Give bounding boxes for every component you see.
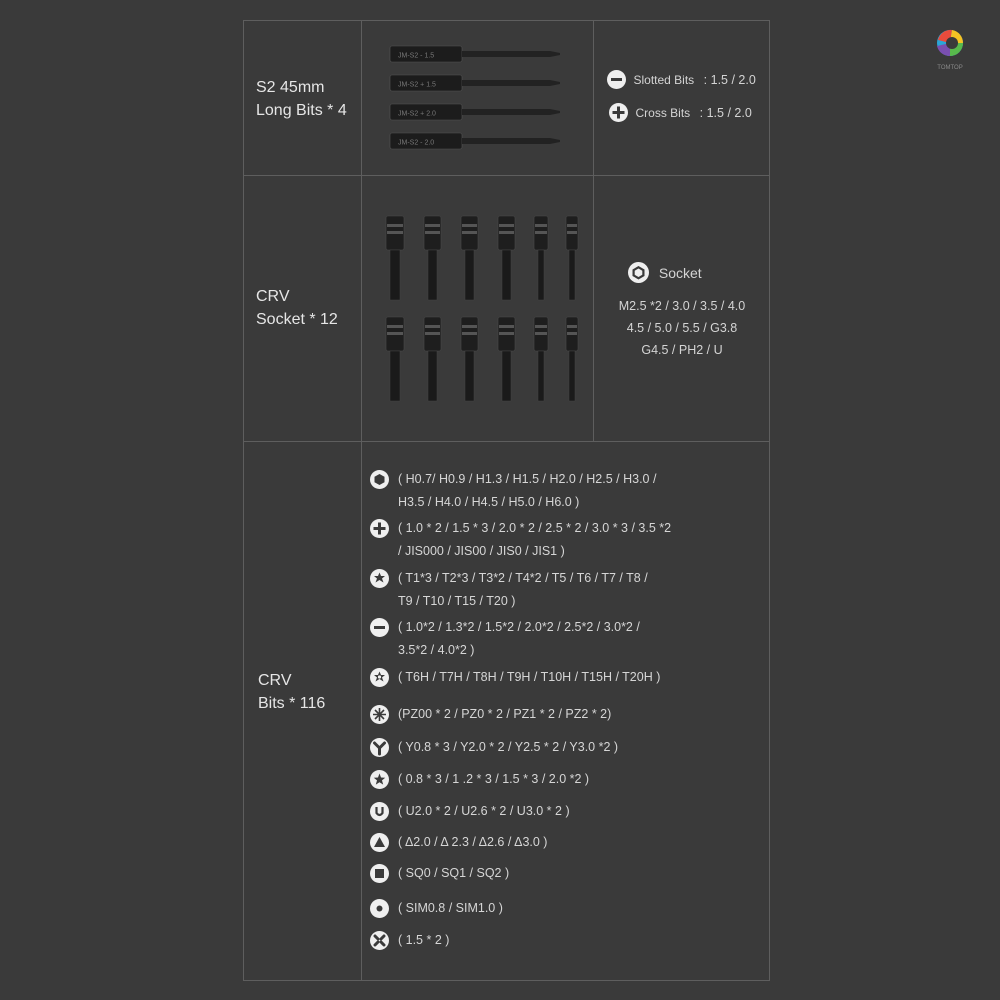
- slotted-bits-label: Slotted Bits: [633, 72, 695, 87]
- bit-sizes-line2: 3.5*2 / 4.0*2 ): [398, 643, 475, 657]
- bit-sizes-line2: T9 / T10 / T15 / T20 ): [398, 594, 516, 608]
- socket-sizes-line3: G4.5 / PH2 / U: [641, 343, 723, 357]
- cross-bits-sizes: : 1.5 / 2.0: [699, 105, 752, 120]
- bit-sizes-line2: / JIS000 / JIS00 / JIS0 / JIS1 ): [398, 544, 565, 558]
- socket-title-line2: Socket * 12: [256, 311, 338, 328]
- cross-bits-label: Cross Bits: [635, 105, 691, 120]
- slotted-icon: [370, 618, 389, 637]
- torx-security-icon: [370, 668, 389, 687]
- slotted-bits-spec: [607, 70, 756, 94]
- cross-icon: [609, 103, 628, 122]
- brand-logo: [930, 26, 970, 72]
- socket-spec-header: [628, 262, 702, 283]
- bit-type-sizes: [398, 897, 503, 920]
- tri-wing-icon: [370, 738, 389, 757]
- bits-title: [258, 669, 325, 715]
- column-divider: [361, 20, 362, 981]
- bit-type-sizes: [398, 862, 509, 885]
- bit-sizes-line1: ( U2.0 * 2 / U2.6 * 2 / U3.0 * 2 ): [398, 804, 570, 818]
- logo-text: TOMTOP: [937, 65, 963, 71]
- socket-sizes-line2: 4.5 / 5.0 / 5.5 / G3.8: [626, 321, 738, 335]
- divider-1: [243, 175, 770, 176]
- socket-sizes: [594, 295, 770, 361]
- socket-bit: [534, 317, 548, 401]
- bit-type-sizes: [398, 517, 671, 563]
- socket-bit: [386, 317, 404, 401]
- rainbow-swirl-logo: [930, 26, 970, 72]
- bit-type-sizes: [398, 736, 618, 759]
- long-bit: [390, 104, 560, 120]
- bit-type-sizes: [398, 800, 570, 823]
- bit-type-sizes: [398, 567, 648, 613]
- hex-icon: [370, 470, 389, 489]
- bit-sizes-line1: ( T6H / T7H / T8H / T9H / T10H / T15H / T20H ): [398, 670, 661, 684]
- long-bit: [390, 75, 560, 91]
- bit-type-sizes: [398, 468, 656, 514]
- socket-bit: [498, 317, 515, 401]
- bit-type-sizes: [398, 768, 589, 791]
- socket-bit: [534, 216, 548, 300]
- bit-type-sizes: [398, 703, 611, 726]
- long-bits-title: [256, 76, 347, 122]
- socket-bit: [424, 317, 441, 401]
- long-bit: [390, 133, 560, 149]
- long-bit: [390, 46, 560, 62]
- pozidriv-icon: [370, 705, 389, 724]
- sim-icon: [370, 899, 389, 918]
- cross-bits-spec: [609, 103, 752, 127]
- long-bits-title-line2: Long Bits * 4: [256, 102, 347, 119]
- wrench-pin-icon: [370, 931, 389, 950]
- bits-title-line1: CRV: [258, 672, 292, 689]
- slotted-icon: [607, 70, 626, 89]
- slotted-bits-sizes: : 1.5 / 2.0: [703, 72, 756, 87]
- square-icon: [370, 864, 389, 883]
- bit-type-sizes: [398, 616, 640, 662]
- bit-sizes-line2: H3.5 / H4.0 / H4.5 / H5.0 / H6.0 ): [398, 495, 580, 509]
- long-bit-mark: JM-S2 - 1.5: [398, 52, 435, 60]
- socket-bit: [386, 216, 404, 300]
- hex-socket-icon: [628, 262, 649, 283]
- socket-title-line1: CRV: [256, 288, 290, 305]
- bit-sizes-line1: ( T1*3 / T2*3 / T3*2 / T4*2 / T5 / T6 / T7 / T8 /: [398, 571, 648, 585]
- socket-title: [256, 285, 338, 331]
- long-bit-mark: JM-S2 + 2.0: [398, 110, 436, 118]
- bit-type-sizes: [398, 831, 547, 854]
- socket-bit: [461, 216, 478, 300]
- bit-sizes-line1: ( 1.0*2 / 1.3*2 / 1.5*2 / 2.0*2 / 2.5*2 / 3.0*2 /: [398, 620, 640, 634]
- long-bit-mark: JM-S2 - 2.0: [398, 139, 435, 147]
- long-bits-title-line1: S2 45mm: [256, 79, 325, 96]
- bit-sizes-line1: ( H0.7/ H0.9 / H1.3 / H1.5 / H2.0 / H2.5 / H3.0 /: [398, 472, 657, 486]
- socket-bit: [566, 317, 578, 401]
- bit-type-sizes: [398, 666, 660, 689]
- bit-sizes-line1: (PZ00 * 2 / PZ0 * 2 / PZ1 * 2 / PZ2 * 2): [398, 707, 612, 721]
- socket-image: [378, 210, 583, 410]
- bit-sizes-line1: ( 1.0 * 2 / 1.5 * 3 / 2.0 * 2 / 2.5 * 2 / 3.0 * 3 / 3.5 *2: [398, 521, 672, 535]
- triangle-icon: [370, 833, 389, 852]
- bit-sizes-line1: ( SQ0 / SQ1 / SQ2 ): [398, 866, 510, 880]
- pentalobe-icon: [370, 770, 389, 789]
- bit-sizes-line1: ( Δ2.0 / Δ 2.3 / Δ2.6 / Δ3.0 ): [398, 835, 548, 849]
- bits-title-line2: Bits * 116: [258, 695, 326, 712]
- bit-sizes-line1: ( Y0.8 * 3 / Y2.0 * 2 / Y2.5 * 2 / Y3.0 *2 ): [398, 740, 619, 754]
- divider-2: [243, 441, 770, 442]
- bit-sizes-line1: ( 0.8 * 3 / 1 .2 * 3 / 1.5 * 3 / 2.0 *2 ): [398, 772, 590, 786]
- bit-sizes-line1: ( SIM0.8 / SIM1.0 ): [398, 901, 503, 915]
- long-bit-mark: JM-S2 + 1.5: [398, 81, 436, 89]
- u-icon: [370, 802, 389, 821]
- long-bits-image: [388, 42, 568, 154]
- socket-sizes-line1: M2.5 *2 / 3.0 / 3.5 / 4.0: [618, 299, 746, 313]
- bit-sizes-line1: ( 1.5 * 2 ): [398, 933, 450, 947]
- socket-bit: [424, 216, 441, 300]
- socket-bit: [566, 216, 578, 300]
- socket-bit: [498, 216, 515, 300]
- socket-label: Socket: [658, 264, 702, 281]
- socket-bit: [461, 317, 478, 401]
- cross-icon: [370, 519, 389, 538]
- column-divider-right: [593, 20, 594, 441]
- bit-type-sizes: [398, 929, 449, 952]
- torx-icon: [370, 569, 389, 588]
